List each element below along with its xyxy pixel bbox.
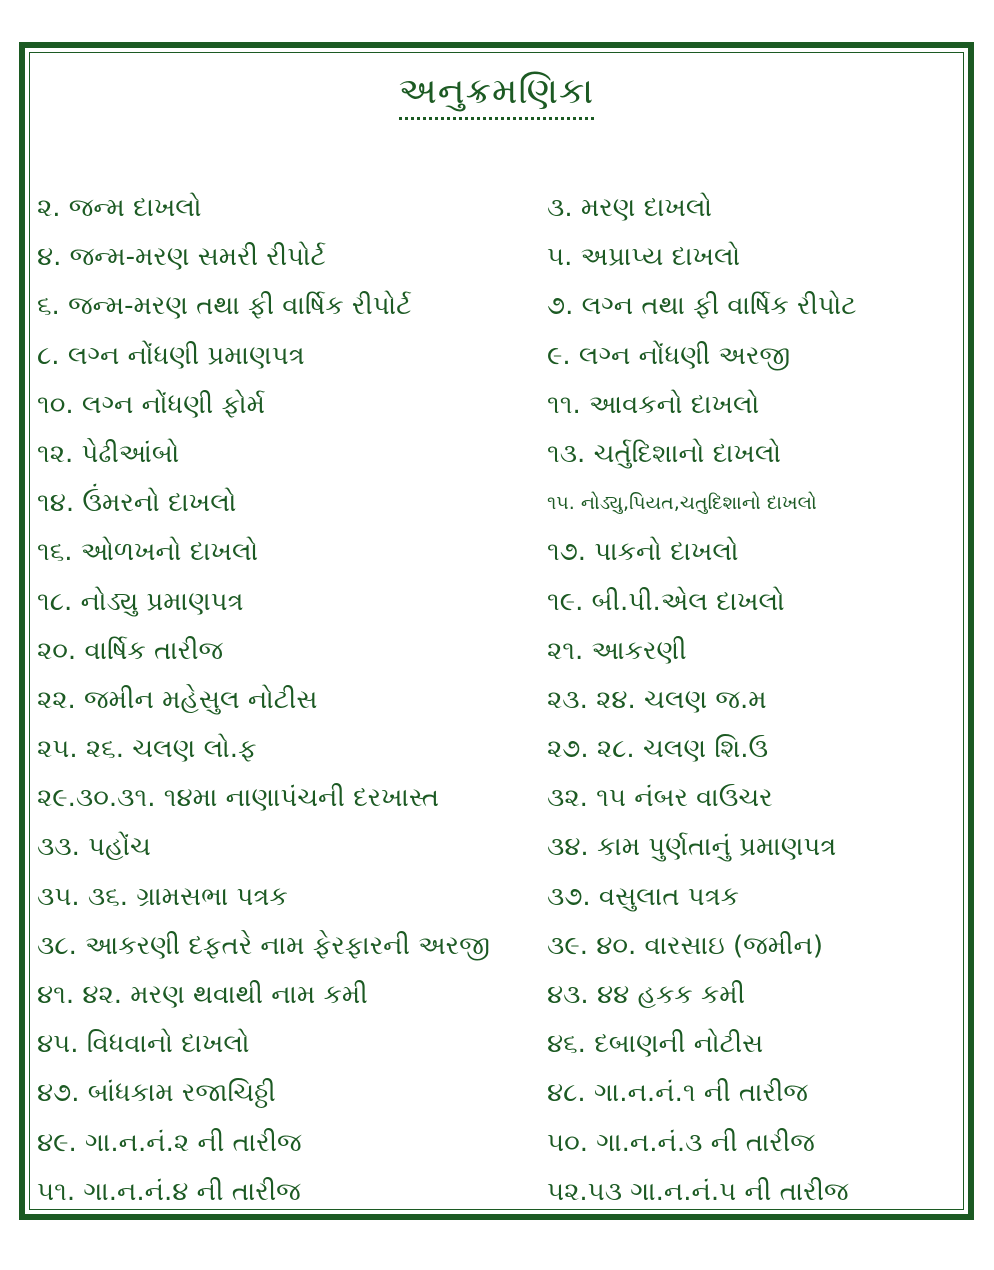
index-item: ૧૨. પેઢીઆંબો — [37, 438, 180, 469]
index-item: ૩૨. ૧૫ નંબર વાઉચર — [547, 783, 773, 814]
index-item: ૨૨. જમીન મહેસુલ નોટીસ — [37, 684, 318, 715]
index-item: ૪૧. ૪૨. મરણ થવાથી નામ કમી — [37, 980, 368, 1010]
index-item: ૬. જન્મ-મરણ તથા ફી વાર્ષિક રીપોર્ટ — [37, 291, 412, 322]
index-item: ૧૩. ચર્તુદિશાનો દાખલો — [547, 438, 782, 469]
page-border — [19, 42, 974, 1220]
page-title-text: અનુક્રમણિકા — [399, 70, 594, 120]
index-item: ૩૫. ૩૬. ગ્રામસભા પત્રક — [37, 881, 288, 912]
index-item: ૨૧. આકરણી — [547, 635, 687, 666]
index-list-right — [535, 184, 965, 1217]
index-item: ૪. જન્મ-મરણ સમરી રીપોર્ટ — [37, 242, 326, 273]
index-item: ૨૩. ૨૪. ચલણ જ.મ — [547, 684, 767, 715]
index-item: ૨. જન્મ દાખલો — [37, 193, 202, 223]
index-item: ૨૫. ૨૬. ચલણ લો.ફ — [37, 734, 257, 765]
index-list-left — [37, 184, 527, 1217]
index-item: ૫૦. ગા.ન.નં.૩ ની તારીજ — [547, 1127, 815, 1158]
index-item: ૭. લગ્ન તથા ફી વાર્ષિક રીપોટ — [547, 291, 857, 322]
index-item: ૪૭. બાંધકામ રજાચિઠ્ઠી — [37, 1078, 276, 1109]
index-item: ૩. મરણ દાખલો — [547, 193, 713, 223]
index-item: ૪૯. ગા.ન.નં.૨ ની તારીજ — [37, 1127, 302, 1158]
index-item: ૪૬. દબાણની નોટીસ — [547, 1029, 764, 1060]
index-item: ૮. લગ્ન નોંધણી પ્રમાણપત્ર — [37, 340, 305, 371]
index-item: ૩૯. ૪૦. વારસાઇ (જમીન) — [547, 930, 824, 961]
index-item: ૧૯. બી.પી.એલ દાખલો — [547, 586, 785, 617]
index-item: ૧૮. નોડ્યુ પ્રમાણપત્ર — [37, 586, 244, 617]
index-item: ૯. લગ્ન નોંધણી અરજી — [547, 340, 791, 371]
index-item: ૨૦. વાર્ષિક તારીજ — [37, 635, 224, 666]
page-title — [25, 70, 968, 120]
index-item: ૫. અપ્રાપ્ય દાખલો — [547, 242, 741, 273]
index-item: ૨૭. ૨૮. ચલણ શિ.ઉ — [547, 734, 769, 765]
index-item: ૧૪. ઉંમરનો દાખલો — [37, 488, 237, 519]
index-item: ૫૧. ગા.ન.નં.૪ ની તારીજ — [37, 1176, 301, 1207]
index-item: ૧૭. પાકનો દાખલો — [547, 537, 739, 568]
index-item: ૩૪. કામ પુર્ણતાનું પ્રમાણપત્ર — [547, 832, 837, 863]
index-item: ૪૩. ૪૪ હકક કમી — [547, 980, 746, 1010]
index-item: ૪૮. ગા.ન.નં.૧ ની તારીજ — [547, 1078, 808, 1109]
index-item: ૧૦. લગ્ન નોંધણી ફોર્મ — [37, 389, 265, 420]
index-item: ૪૫. વિધવાનો દાખલો — [37, 1029, 250, 1060]
index-item: ૨૯.૩૦.૩૧. ૧૪મા નાણાપંચની દરખાસ્ત — [37, 783, 439, 814]
index-item: ૧૧. આવકનો દાખલો — [547, 389, 760, 420]
index-item: ૩૭. વસુલાત પત્રક — [547, 881, 739, 912]
index-item: ૩૮. આકરણી દફતરે નામ ફેરફારની અરજી — [37, 930, 490, 961]
index-item: ૧૫. નોડ્યુ,પિયત,ચતુદિશાનો દાખલો — [547, 492, 817, 515]
index-item: ૩૩. પહોંચ — [37, 832, 151, 863]
index-item: ૧૬. ઓળખનો દાખલો — [37, 537, 259, 568]
index-item: ૫૨.૫૩ ગા.ન.નં.૫ ની તારીજ — [547, 1176, 849, 1207]
